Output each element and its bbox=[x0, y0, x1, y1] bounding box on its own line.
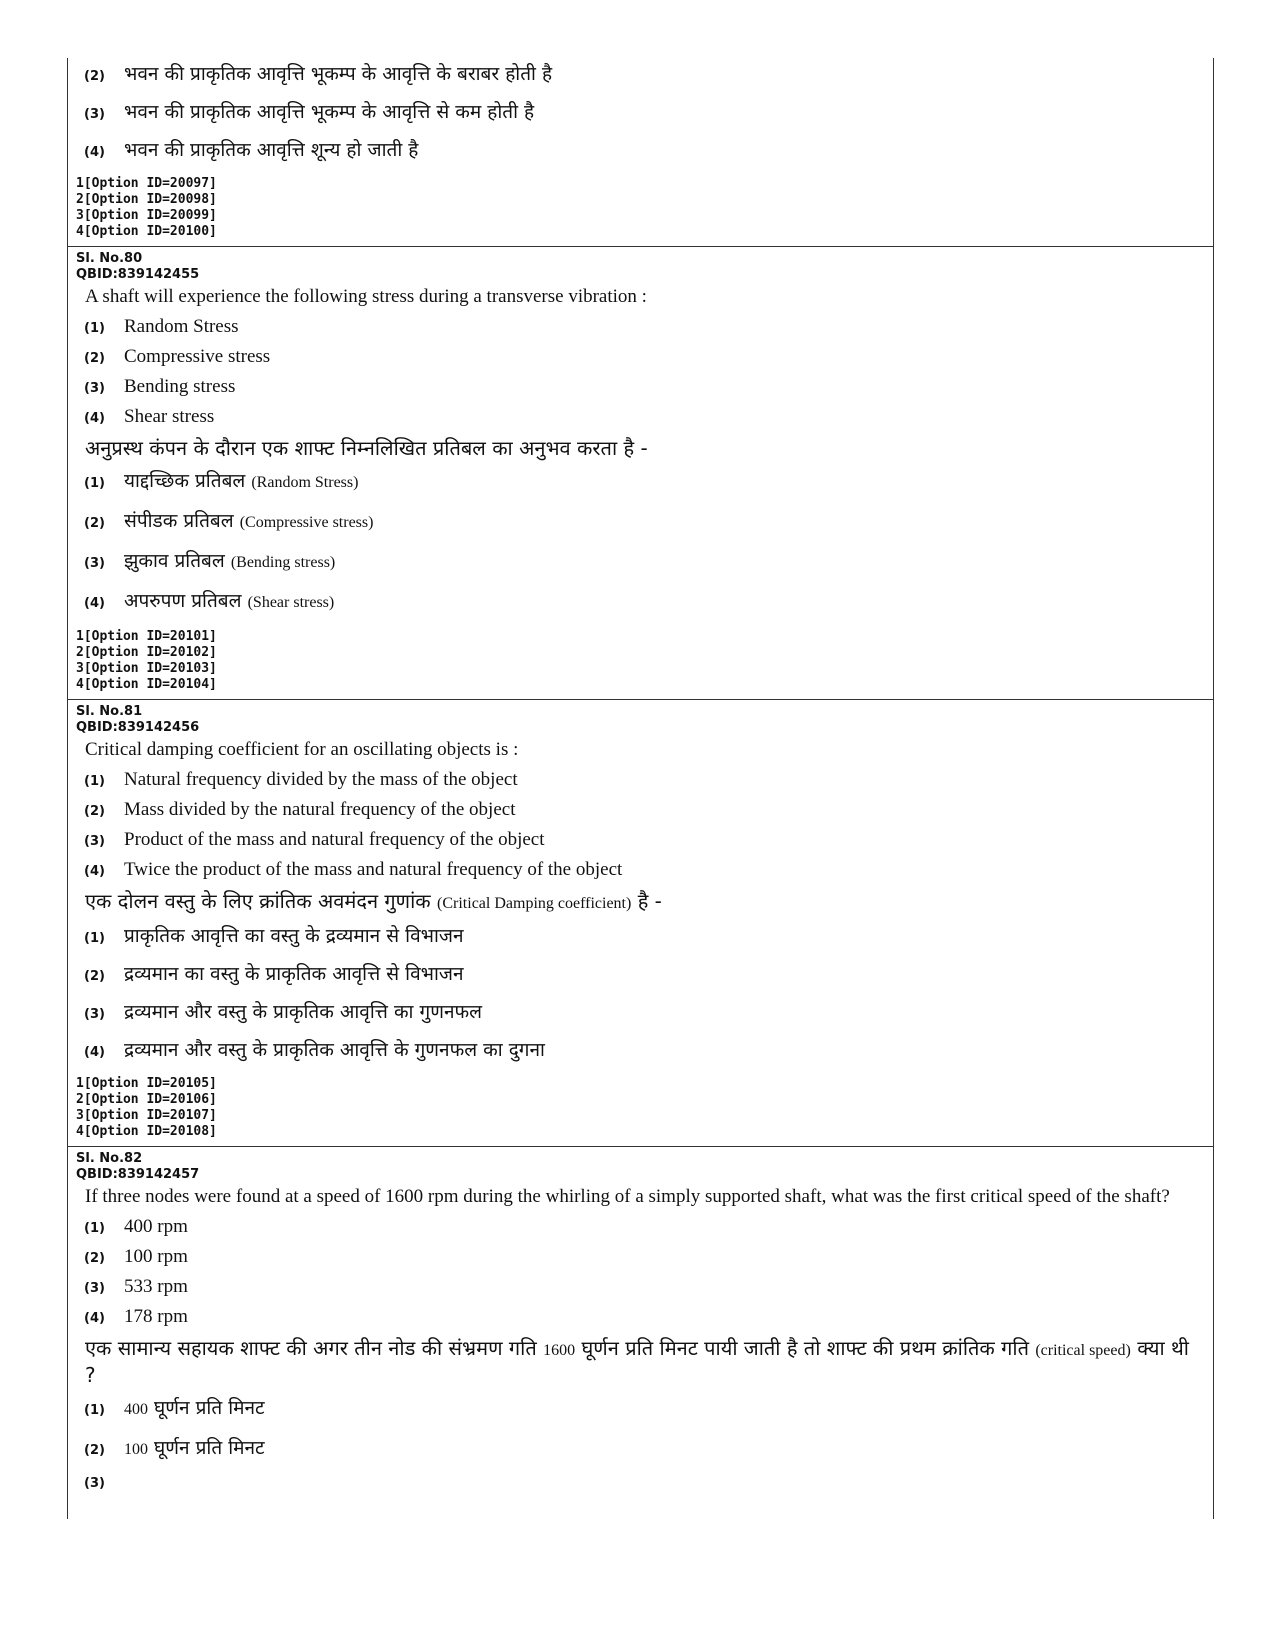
hindi-option-1 bbox=[76, 924, 1205, 948]
option-text: Random Stress bbox=[124, 316, 239, 337]
question-text-hindi-part: है - bbox=[637, 889, 662, 913]
question-english-gloss: (critical speed) bbox=[1035, 1342, 1131, 1359]
option-number: (3) bbox=[84, 107, 105, 122]
option-number: (4) bbox=[84, 864, 105, 879]
option-text: भवन की प्राकृतिक आवृत्ति शून्य हो जाती है bbox=[124, 139, 419, 161]
option-text: घूर्णन प्रति मिनट bbox=[154, 1397, 265, 1419]
english-option-2 bbox=[76, 799, 1205, 821]
question-block-79 bbox=[68, 58, 1213, 247]
option-number: (2) bbox=[84, 804, 105, 819]
option-number: (2) bbox=[84, 1251, 105, 1266]
option-number: (4) bbox=[84, 145, 105, 160]
option-number: (2) bbox=[84, 516, 105, 531]
hindi-option-4 bbox=[76, 138, 1205, 162]
option-text: 400 rpm bbox=[124, 1216, 188, 1237]
option-english-gloss: (Random Stress) bbox=[251, 474, 359, 491]
question-number: 1600 bbox=[543, 1342, 576, 1359]
option-text: Shear stress bbox=[124, 406, 215, 427]
option-english-gloss: (Compressive stress) bbox=[239, 514, 374, 531]
option-number: (1) bbox=[84, 774, 105, 789]
option-text: द्रव्यमान और वस्तु के प्राकृतिक आवृत्ति के गुणनफल का दुगना bbox=[124, 1039, 545, 1061]
question-block-80 bbox=[68, 247, 1213, 700]
option-english-gloss: (Bending stress) bbox=[230, 554, 336, 571]
option-id-list bbox=[76, 629, 1205, 693]
hindi-option-2 bbox=[76, 1436, 1205, 1462]
option-text: याद्दच्छिक प्रतिबल bbox=[124, 470, 246, 492]
english-option-1 bbox=[76, 316, 1205, 338]
qbid: QBID:839142457 bbox=[76, 1167, 200, 1182]
qbid: QBID:839142455 bbox=[76, 267, 200, 282]
option-text: Twice the product of the mass and natural frequency of the object bbox=[124, 859, 623, 880]
english-option-3 bbox=[76, 829, 1205, 851]
option-number: (3) bbox=[84, 834, 105, 849]
option-number: (3) bbox=[84, 1007, 105, 1022]
serial-number: Sl. No.80 bbox=[76, 251, 143, 266]
english-option-2 bbox=[76, 346, 1205, 368]
question-text-hindi-part: एक सामान्य सहायक शाफ्ट की अगर तीन नोड की संभ्रमण गति bbox=[85, 1336, 537, 1360]
hindi-option-2 bbox=[76, 62, 1205, 86]
option-id-list bbox=[76, 1076, 1205, 1140]
option-number: (1) bbox=[84, 931, 105, 946]
option-text: द्रव्यमान और वस्तु के प्राकृतिक आवृत्ति का गुणनफल bbox=[124, 1001, 483, 1023]
option-text: अपरुपण प्रतिबल bbox=[124, 590, 242, 612]
english-option-1 bbox=[76, 1216, 1205, 1238]
question-text-hindi-part: एक दोलन वस्तु के लिए क्रांतिक अवमंदन गुणांक bbox=[85, 889, 431, 913]
option-number: (1) bbox=[84, 476, 105, 491]
option-text: 100 rpm bbox=[124, 1246, 188, 1267]
option-id: 2[Option ID=20098] bbox=[76, 192, 217, 207]
option-text: 533 rpm bbox=[124, 1276, 188, 1297]
option-english-gloss: (Shear stress) bbox=[247, 594, 335, 611]
option-id: 1[Option ID=20097] bbox=[76, 176, 217, 191]
english-option-4 bbox=[76, 406, 1205, 428]
hindi-option-2 bbox=[76, 962, 1205, 986]
option-id: 4[Option ID=20100] bbox=[76, 224, 217, 239]
question-block-82 bbox=[68, 1147, 1213, 1519]
option-id: 1[Option ID=20105] bbox=[76, 1076, 217, 1091]
serial-number: Sl. No.81 bbox=[76, 704, 143, 719]
option-text: संपीडक प्रतिबल bbox=[124, 510, 234, 532]
option-id: 4[Option ID=20108] bbox=[76, 1124, 217, 1139]
hindi-option-1 bbox=[76, 1396, 1205, 1422]
hindi-option-1 bbox=[76, 469, 1205, 495]
option-number: (3) bbox=[84, 1476, 105, 1491]
option-id: 3[Option ID=20107] bbox=[76, 1108, 217, 1123]
option-id: 4[Option ID=20104] bbox=[76, 677, 217, 692]
question-paper-page bbox=[67, 58, 1214, 1519]
question-text-hindi bbox=[85, 889, 1205, 916]
option-number: (4) bbox=[84, 1045, 105, 1060]
option-text: घूर्णन प्रति मिनट bbox=[154, 1437, 265, 1459]
option-number: (4) bbox=[84, 411, 105, 426]
option-number-value: 100 bbox=[124, 1441, 148, 1458]
english-option-3 bbox=[76, 1276, 1205, 1298]
option-id: 2[Option ID=20106] bbox=[76, 1092, 217, 1107]
option-number: (3) bbox=[84, 556, 105, 571]
question-text-hindi bbox=[85, 1336, 1205, 1388]
option-text: झुकाव प्रतिबल bbox=[124, 550, 225, 572]
question-text-hindi: अनुप्रस्थ कंपन के दौरान एक शाफ्ट निम्नलिखित प्रतिबल का अनुभव करता है - bbox=[85, 436, 648, 460]
question-text-english: Critical damping coefficient for an oscillating objects is : bbox=[85, 739, 519, 760]
option-text: 178 rpm bbox=[124, 1306, 188, 1327]
option-text: Natural frequency divided by the mass of the object bbox=[124, 769, 518, 790]
english-option-2 bbox=[76, 1246, 1205, 1268]
option-text: भवन की प्राकृतिक आवृत्ति भूकम्प के आवृत्ति के बराबर होती है bbox=[124, 63, 553, 85]
option-number: (4) bbox=[84, 596, 105, 611]
option-number: (1) bbox=[84, 1403, 105, 1418]
option-text: Compressive stress bbox=[124, 346, 271, 367]
english-option-4 bbox=[76, 859, 1205, 881]
option-number-value: 400 bbox=[124, 1401, 148, 1418]
option-text: Product of the mass and natural frequency of the object bbox=[124, 829, 545, 850]
option-id: 2[Option ID=20102] bbox=[76, 645, 217, 660]
option-number: (2) bbox=[84, 69, 105, 84]
hindi-option-2 bbox=[76, 509, 1205, 535]
option-number: (1) bbox=[84, 321, 105, 336]
hindi-option-4 bbox=[76, 589, 1205, 615]
question-text-english: A shaft will experience the following stress during a transverse vibration : bbox=[85, 286, 647, 307]
option-number: (2) bbox=[84, 969, 105, 984]
option-id: 3[Option ID=20103] bbox=[76, 661, 217, 676]
option-number: (2) bbox=[84, 351, 105, 366]
hindi-option-3 bbox=[76, 1476, 1205, 1491]
option-id: 1[Option ID=20101] bbox=[76, 629, 217, 644]
question-text-hindi-part: घूर्णन प्रति मिनट पायी जाती है तो शाफ्ट की प्रथम क्रांतिक गति bbox=[581, 1336, 1029, 1360]
option-text: Mass divided by the natural frequency of the object bbox=[124, 799, 516, 820]
option-text: भवन की प्राकृतिक आवृत्ति भूकम्प के आवृत्ति से कम होती है bbox=[124, 101, 535, 123]
hindi-option-3 bbox=[76, 100, 1205, 124]
english-option-4 bbox=[76, 1306, 1205, 1328]
english-option-3 bbox=[76, 376, 1205, 398]
option-text: Bending stress bbox=[124, 376, 236, 397]
option-number: (3) bbox=[84, 381, 105, 396]
serial-number: Sl. No.82 bbox=[76, 1151, 143, 1166]
option-number: (2) bbox=[84, 1443, 105, 1458]
option-id-list bbox=[76, 176, 1205, 240]
option-number: (1) bbox=[84, 1221, 105, 1236]
question-english-gloss: (Critical Damping coefficient) bbox=[437, 895, 632, 912]
option-text: प्राकृतिक आवृत्ति का वस्तु के द्रव्यमान से विभाजन bbox=[124, 925, 464, 947]
question-text-english: If three nodes were found at a speed of 1600 rpm during the whirling of a simply supported shaft, what was the first critical speed of the shaft? bbox=[85, 1186, 1170, 1207]
option-number: (4) bbox=[84, 1311, 105, 1326]
option-id: 3[Option ID=20099] bbox=[76, 208, 217, 223]
question-text-hindi-part: क्या थी ? bbox=[85, 1336, 1189, 1387]
hindi-option-4 bbox=[76, 1038, 1205, 1062]
english-option-1 bbox=[76, 769, 1205, 791]
option-number: (3) bbox=[84, 1281, 105, 1296]
question-block-81 bbox=[68, 700, 1213, 1147]
qbid: QBID:839142456 bbox=[76, 720, 200, 735]
option-text: द्रव्यमान का वस्तु के प्राकृतिक आवृत्ति से विभाजन bbox=[124, 963, 464, 985]
hindi-option-3 bbox=[76, 549, 1205, 575]
hindi-option-3 bbox=[76, 1000, 1205, 1024]
